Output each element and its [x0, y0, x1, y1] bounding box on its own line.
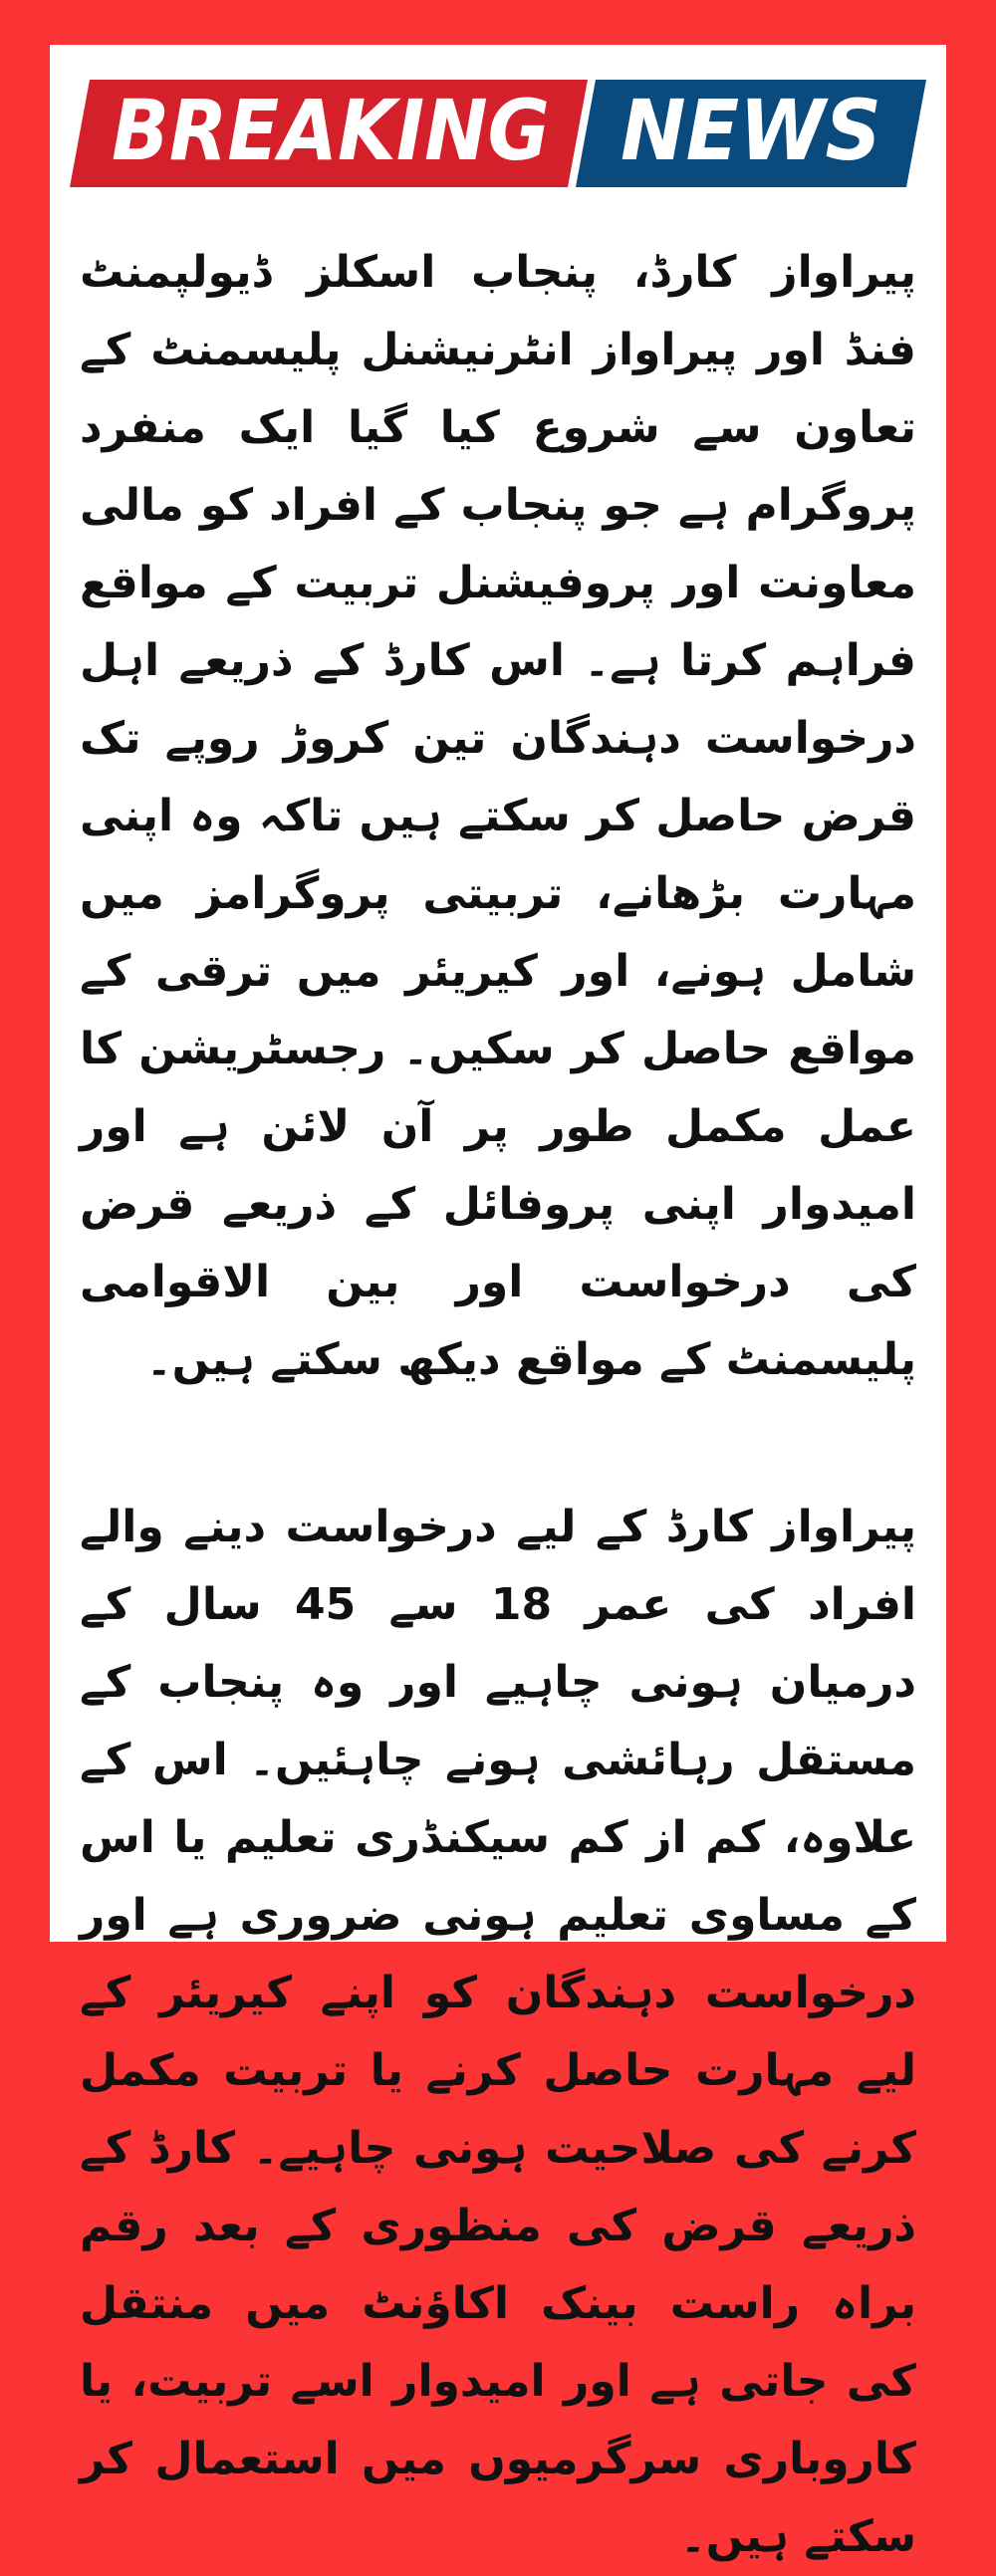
banner-word-breaking: BREAKING [112, 82, 550, 179]
article-body [80, 234, 916, 2576]
article-paragraph-1: پیراواز کارڈ، پنجاب اسکلز ڈیولپمنٹ فنڈ اور پیراواز انٹرنیشنل پلیسمنٹ کے تعاون سے شروع کیا گیا ایک منفرد پروگرام ہے جو پنجاب کے افراد کو مالی معاونت اور پروفیشنل تربیت کے مواقع فراہم کرتا ہے۔ اس کارڈ کے ذریعے اہل درخواست دہندگان تین کروڑ روپے تک قرض حاصل کر سکتے ہیں تاکہ وہ اپنی مہارت بڑھانے، تربیتی پروگرامز میں شامل ہونے، اور کیریئر میں ترقی کے مواقع حاصل کر سکیں۔ رجسٹریشن کا عمل مکمل طور پر آن لائن ہے اور امیدوار اپنی پروفائل کے ذریعے قرض کی درخواست اور بین الاقوامی پلیسمنٹ کے مواقع دیکھ سکتے ہیں۔ [80, 247, 916, 1385]
breaking-news-banner [70, 80, 926, 187]
article-paragraph-2: پیراواز کارڈ کے لیے درخواست دینے والے افراد کی عمر 18 سے 45 سال کے درمیان ہونی چاہیے اور وہ پنجاب کے مستقل رہائشی ہونے چاہئیں۔ اس کے علاوہ، کم از کم سیکنڈری تعلیم یا اس کے مساوی تعلیم ہونی ضروری ہے اور درخواست دہندگان کو اپنے کیریئر کے لیے مہارت حاصل کرنے یا تربیت مکمل کرنے کی صلاحیت ہونی چاہیے۔ کارڈ کے ذریعے قرض کی منظوری کے بعد رقم براہ راست بینک اکاؤنٹ میں منتقل کی جاتی ہے اور امیدوار اسے تربیت، یا کاروباری سرگرمیوں میں استعمال کر سکتے ہیں۔ [80, 1502, 916, 2562]
banner-word-news: NEWS [621, 82, 881, 179]
article-card [50, 45, 946, 2562]
